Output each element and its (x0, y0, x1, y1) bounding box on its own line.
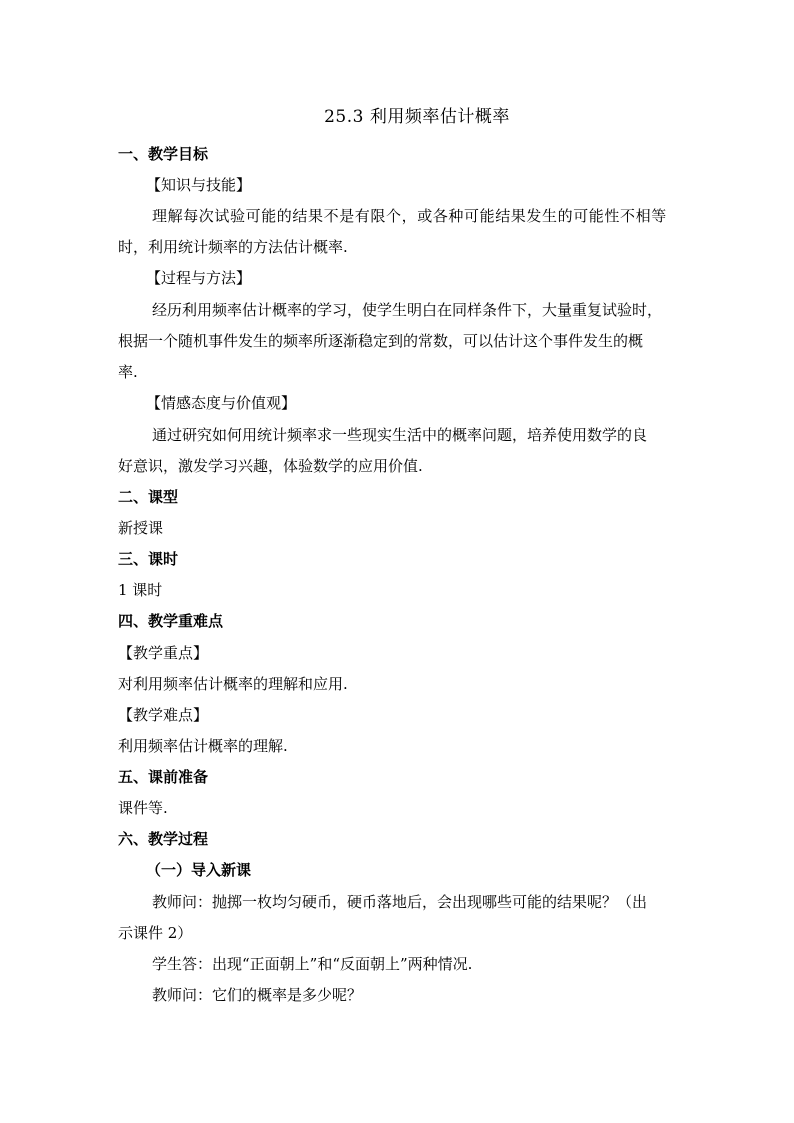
section-heading-teaching-process: 六、教学过程 (118, 830, 209, 848)
class-hours-content: 1 课时 (118, 581, 163, 599)
lesson-type-content: 新授课 (118, 519, 164, 537)
document-title: 25.3 利用频率估计概率 (324, 107, 510, 127)
section-heading-preparation: 五、课前准备 (118, 768, 209, 786)
dialog-teacher-question-1-line2: 示课件 2） (118, 924, 193, 942)
paragraph-knowledge-line1: 理解每次试验可能的结果不是有限个，或各种可能结果发生的可能性不相等 (152, 207, 667, 225)
paragraph-process-line3: 率. (118, 363, 138, 381)
paragraph-emotion-line1: 通过研究如何用统计频率求一些现实生活中的概率问题，培养使用数学的良 (152, 426, 648, 444)
subheading-key-points: 【教学重点】 (118, 644, 209, 662)
subheading-knowledge: 【知识与技能】 (146, 176, 252, 194)
difficult-points-content: 利用频率估计概率的理解. (118, 737, 288, 755)
section-heading-lesson-type: 二、课型 (118, 488, 179, 506)
paragraph-emotion-line2: 好意识，激发学习兴趣，体验数学的应用价值. (118, 457, 423, 475)
dialog-teacher-question-1-line1: 教师问：抛掷一枚均匀硬币，硬币落地后，会出现哪些可能的结果呢？（出 (152, 893, 648, 911)
subsection-heading-introduction: （一）导入新课 (146, 861, 252, 879)
section-heading-class-hours: 三、课时 (118, 550, 179, 568)
paragraph-knowledge-line2: 时，利用统计频率的方法估计概率. (118, 238, 348, 256)
preparation-content: 课件等. (118, 799, 168, 817)
paragraph-process-line1: 经历利用频率估计概率的学习，使学生明白在同样条件下，大量重复试验时， (152, 301, 663, 319)
section-heading-key-difficult: 四、教学重难点 (118, 612, 224, 630)
subheading-emotion: 【情感态度与价值观】 (146, 394, 297, 412)
dialog-student-answer-1: 学生答：出现“正面朝上”和“反面朝上”两种情况. (152, 955, 473, 973)
key-points-content: 对利用频率估计概率的理解和应用. (118, 675, 348, 693)
dialog-teacher-question-2: 教师问：它们的概率是多少呢？ (152, 986, 363, 1004)
paragraph-process-line2: 根据一个随机事件发生的频率所逐渐稳定到的常数，可以估计这个事件发生的概 (118, 332, 644, 350)
subheading-process: 【过程与方法】 (146, 269, 252, 287)
subheading-difficult-points: 【教学难点】 (118, 706, 209, 724)
section-heading-objectives: 一、教学目标 (118, 145, 209, 163)
